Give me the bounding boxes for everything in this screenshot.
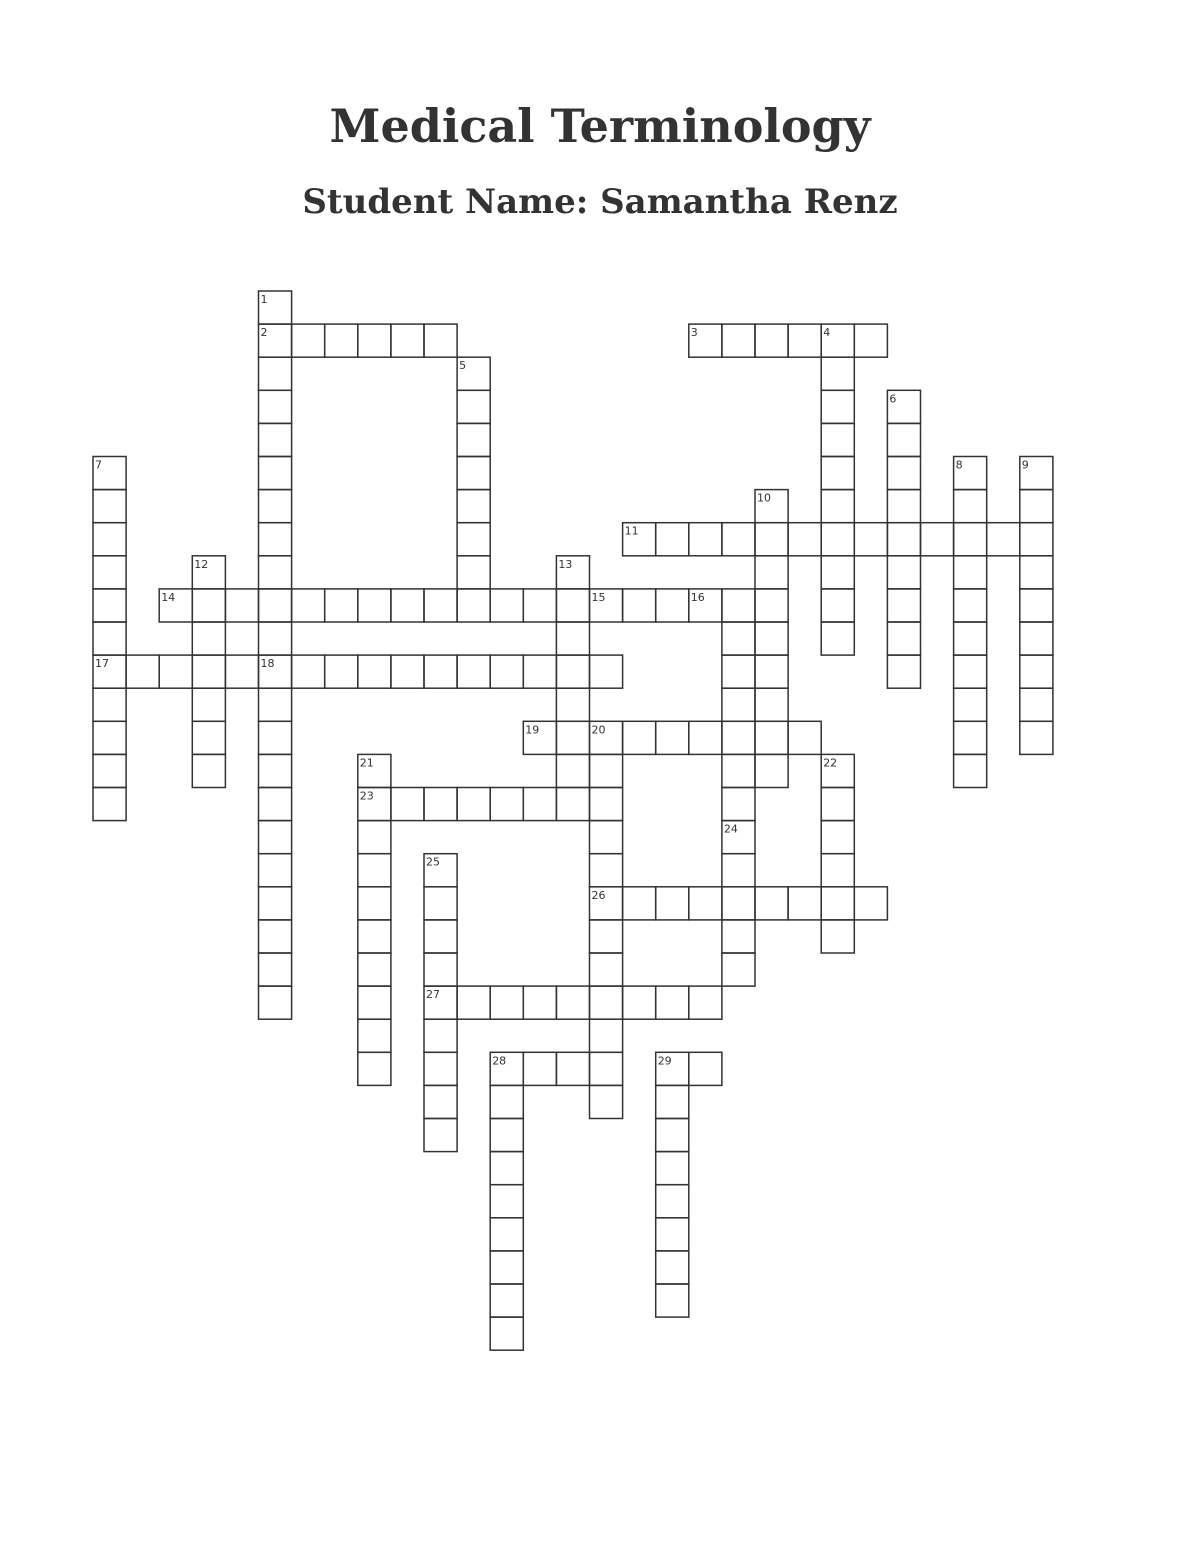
grid-cell[interactable] [755, 523, 788, 556]
grid-cell[interactable] [259, 754, 292, 787]
grid-cell[interactable] [1020, 556, 1053, 589]
grid-cell[interactable] [159, 655, 192, 688]
grid-cell[interactable] [556, 622, 589, 655]
grid-cell[interactable] [457, 423, 490, 456]
grid-cell[interactable] [192, 754, 225, 787]
clue-number: 10 [757, 491, 771, 505]
grid-cell[interactable] [887, 589, 920, 622]
grid-cell[interactable] [590, 1085, 623, 1118]
grid-cell[interactable] [1020, 721, 1053, 754]
grid-cell[interactable] [259, 721, 292, 754]
grid-cell[interactable] [1020, 655, 1053, 688]
grid-cell[interactable] [623, 986, 656, 1019]
grid-cell[interactable] [424, 1085, 457, 1118]
grid-cell[interactable] [623, 721, 656, 754]
grid-cell[interactable] [325, 589, 358, 622]
clue-number: 11 [624, 524, 639, 538]
grid-cell[interactable] [259, 423, 292, 456]
student-name: Student Name: Samantha Renz [302, 182, 898, 222]
grid-cell[interactable] [821, 589, 854, 622]
page-title: Medical Terminology [329, 99, 871, 153]
grid-cell[interactable] [292, 324, 325, 357]
grid-cell[interactable] [755, 721, 788, 754]
grid-cell[interactable] [722, 324, 755, 357]
grid-cell[interactable] [93, 523, 126, 556]
grid-cell[interactable] [259, 920, 292, 953]
grid-cell[interactable] [424, 887, 457, 920]
grid-cell[interactable] [821, 622, 854, 655]
grid-cell[interactable] [987, 523, 1020, 556]
grid-cell[interactable] [821, 920, 854, 953]
clue-number: 22 [823, 756, 838, 770]
grid-cell[interactable] [590, 1019, 623, 1052]
grid-cell[interactable] [93, 622, 126, 655]
grid-cell[interactable] [722, 788, 755, 821]
grid-cell[interactable] [192, 622, 225, 655]
grid-cell[interactable] [590, 655, 623, 688]
grid-cell[interactable] [821, 821, 854, 854]
grid-cell[interactable] [523, 1052, 556, 1085]
grid-cell[interactable] [722, 655, 755, 688]
grid-cell[interactable] [788, 523, 821, 556]
grid-cell[interactable] [1020, 622, 1053, 655]
clue-number: 16 [690, 590, 705, 604]
grid-cell[interactable] [722, 920, 755, 953]
grid-cell[interactable] [887, 556, 920, 589]
clue-number: 5 [459, 359, 467, 373]
grid-cell[interactable] [954, 589, 987, 622]
grid-cell[interactable] [689, 523, 722, 556]
grid-cell[interactable] [821, 788, 854, 821]
clue-number: 4 [823, 326, 831, 340]
clue-number: 18 [260, 657, 275, 671]
grid-cell[interactable] [358, 920, 391, 953]
grid-cell[interactable] [656, 1152, 689, 1185]
grid-cell[interactable] [590, 821, 623, 854]
clue-number: 2 [260, 326, 268, 340]
grid-cell[interactable] [590, 953, 623, 986]
grid-cell[interactable] [523, 589, 556, 622]
clue-number: 29 [657, 1054, 672, 1068]
grid-cell[interactable] [556, 589, 589, 622]
grid-cell[interactable] [93, 688, 126, 721]
grid-cell[interactable] [192, 721, 225, 754]
grid-cell[interactable] [93, 556, 126, 589]
grid-cell[interactable] [93, 490, 126, 523]
grid-cell[interactable] [358, 953, 391, 986]
grid-cell[interactable] [722, 523, 755, 556]
grid-cell[interactable] [556, 1052, 589, 1085]
grid-cell[interactable] [556, 721, 589, 754]
grid-cell[interactable] [358, 589, 391, 622]
grid-cell[interactable] [722, 721, 755, 754]
grid-cell[interactable] [722, 688, 755, 721]
grid-cell[interactable] [954, 490, 987, 523]
grid-cell[interactable] [259, 490, 292, 523]
grid-cell[interactable] [457, 457, 490, 490]
grid-cell[interactable] [225, 655, 258, 688]
grid-cell[interactable] [788, 324, 821, 357]
grid-cell[interactable] [722, 887, 755, 920]
grid-cell[interactable] [788, 721, 821, 754]
grid-cell[interactable] [424, 1052, 457, 1085]
grid-cell[interactable] [259, 457, 292, 490]
grid-cell[interactable] [259, 357, 292, 390]
grid-cell[interactable] [358, 324, 391, 357]
clue-number: 15 [591, 590, 606, 604]
grid-cell[interactable] [358, 854, 391, 887]
grid-cell[interactable] [1020, 688, 1053, 721]
grid-cell[interactable] [656, 721, 689, 754]
grid-cell[interactable] [424, 953, 457, 986]
grid-cell[interactable] [954, 688, 987, 721]
grid-cell[interactable] [656, 1085, 689, 1118]
grid-cell[interactable] [689, 986, 722, 1019]
grid-cell[interactable] [722, 754, 755, 787]
grid-cell[interactable] [457, 556, 490, 589]
grid-cell[interactable] [225, 589, 258, 622]
grid-cell[interactable] [755, 622, 788, 655]
grid-cell[interactable] [556, 986, 589, 1019]
grid-cell[interactable] [887, 490, 920, 523]
grid-cell[interactable] [590, 754, 623, 787]
grid-cell[interactable] [722, 622, 755, 655]
grid-cell[interactable] [821, 854, 854, 887]
grid-cell[interactable] [358, 887, 391, 920]
grid-cell[interactable] [1020, 589, 1053, 622]
grid-cell[interactable] [490, 1251, 523, 1284]
grid-cell[interactable] [391, 655, 424, 688]
clue-number: 25 [426, 855, 440, 869]
grid-cell[interactable] [358, 1019, 391, 1052]
grid-cell[interactable] [656, 1284, 689, 1317]
grid-cell[interactable] [259, 688, 292, 721]
grid-cell[interactable] [457, 523, 490, 556]
grid-cell[interactable] [391, 324, 424, 357]
clue-number: 8 [955, 458, 963, 472]
grid-cell[interactable] [722, 854, 755, 887]
clue-number: 28 [492, 1054, 507, 1068]
grid-cell[interactable] [490, 1185, 523, 1218]
grid-cell[interactable] [689, 721, 722, 754]
grid-cell[interactable] [490, 1284, 523, 1317]
grid-cell[interactable] [192, 655, 225, 688]
clue-number: 19 [525, 723, 540, 737]
grid-cell[interactable] [788, 887, 821, 920]
grid-cell[interactable] [490, 655, 523, 688]
grid-cell[interactable] [821, 523, 854, 556]
grid-cell[interactable] [722, 953, 755, 986]
grid-cell[interactable] [887, 523, 920, 556]
grid-cell[interactable] [424, 1119, 457, 1152]
grid-cell[interactable] [590, 854, 623, 887]
grid-cell[interactable] [457, 788, 490, 821]
grid-cell[interactable] [656, 523, 689, 556]
grid-cell[interactable] [325, 655, 358, 688]
grid-cell[interactable] [490, 1152, 523, 1185]
grid-cell[interactable] [424, 788, 457, 821]
grid-cell[interactable] [259, 589, 292, 622]
grid-cell[interactable] [358, 655, 391, 688]
grid-cell[interactable] [192, 589, 225, 622]
clue-number: 20 [591, 723, 606, 737]
grid-cell[interactable] [424, 324, 457, 357]
clue-number: 17 [95, 657, 109, 671]
clue-number: 6 [889, 392, 897, 406]
grid-cell[interactable] [656, 887, 689, 920]
grid-cell[interactable] [656, 1185, 689, 1218]
grid-cell[interactable] [490, 589, 523, 622]
grid-cell[interactable] [821, 390, 854, 423]
clue-number: 26 [591, 888, 606, 902]
grid-cell[interactable] [292, 655, 325, 688]
grid-cell[interactable] [556, 688, 589, 721]
grid-cell[interactable] [259, 821, 292, 854]
grid-cell[interactable] [490, 788, 523, 821]
grid-cell[interactable] [93, 721, 126, 754]
grid-cell[interactable] [523, 788, 556, 821]
clue-number: 9 [1021, 458, 1029, 472]
grid-cell[interactable] [93, 788, 126, 821]
grid-cell[interactable] [490, 1119, 523, 1152]
grid-cell[interactable] [854, 324, 887, 357]
grid-cell[interactable] [259, 390, 292, 423]
grid-cell[interactable] [854, 523, 887, 556]
grid-cell[interactable] [623, 589, 656, 622]
grid-cell[interactable] [821, 887, 854, 920]
grid-cell[interactable] [457, 986, 490, 1019]
grid-cell[interactable] [821, 490, 854, 523]
grid-cell[interactable] [556, 754, 589, 787]
grid-cell[interactable] [259, 887, 292, 920]
grid-cell[interactable] [590, 1052, 623, 1085]
grid-cell[interactable] [358, 986, 391, 1019]
grid-cell[interactable] [954, 754, 987, 787]
grid-cell[interactable] [954, 622, 987, 655]
grid-cell[interactable] [424, 589, 457, 622]
grid-cell[interactable] [755, 688, 788, 721]
grid-cell[interactable] [921, 523, 954, 556]
grid-cell[interactable] [93, 754, 126, 787]
clue-number: 23 [359, 789, 374, 803]
grid-cell[interactable] [954, 556, 987, 589]
grid-cell[interactable] [93, 589, 126, 622]
grid-cell[interactable] [192, 688, 225, 721]
grid-cell[interactable] [722, 589, 755, 622]
grid-cell[interactable] [954, 721, 987, 754]
clue-number: 12 [194, 557, 209, 571]
grid-cell[interactable] [556, 655, 589, 688]
grid-cell[interactable] [292, 589, 325, 622]
grid-cell[interactable] [656, 1218, 689, 1251]
grid-cell[interactable] [126, 655, 159, 688]
clue-number: 1 [260, 293, 268, 306]
grid-cell[interactable] [523, 655, 556, 688]
grid-cell[interactable] [259, 622, 292, 655]
grid-cell[interactable] [821, 423, 854, 456]
grid-cell[interactable] [689, 1052, 722, 1085]
grid-cell[interactable] [656, 1251, 689, 1284]
grid-cell[interactable] [590, 788, 623, 821]
clue-number: 21 [359, 756, 374, 770]
grid-cell[interactable] [590, 920, 623, 953]
grid-cell[interactable] [259, 854, 292, 887]
grid-cell[interactable] [854, 887, 887, 920]
grid-cell[interactable] [457, 655, 490, 688]
grid-cell[interactable] [755, 655, 788, 688]
grid-cell[interactable] [954, 655, 987, 688]
clue-number: 7 [95, 458, 102, 472]
grid-cell[interactable] [755, 556, 788, 589]
grid-cell[interactable] [755, 754, 788, 787]
grid-cell[interactable] [490, 1218, 523, 1251]
grid-cell[interactable] [424, 1019, 457, 1052]
grid-cell[interactable] [821, 357, 854, 390]
grid-cell[interactable] [1020, 523, 1053, 556]
grid-cell[interactable] [259, 788, 292, 821]
grid-cell[interactable] [490, 1085, 523, 1118]
grid-cell[interactable] [821, 457, 854, 490]
grid-cell[interactable] [523, 986, 556, 1019]
grid-cell[interactable] [358, 1052, 391, 1085]
grid-cell[interactable] [358, 821, 391, 854]
grid-cell[interactable] [656, 589, 689, 622]
grid-cell[interactable] [457, 490, 490, 523]
grid-cell[interactable] [689, 887, 722, 920]
grid-cell[interactable] [887, 423, 920, 456]
grid-cell[interactable] [887, 622, 920, 655]
grid-cell[interactable] [887, 655, 920, 688]
clue-number: 24 [723, 822, 738, 836]
clue-number: 3 [690, 326, 698, 340]
clue-number: 13 [558, 557, 573, 571]
grid-cell[interactable] [1020, 490, 1053, 523]
grid-cell[interactable] [424, 655, 457, 688]
grid-cell[interactable] [556, 788, 589, 821]
grid-cell[interactable] [391, 788, 424, 821]
grid-cell[interactable] [490, 1317, 523, 1350]
grid-cell[interactable] [755, 324, 788, 357]
grid-cell[interactable] [755, 887, 788, 920]
grid-cell[interactable] [656, 986, 689, 1019]
grid-cell[interactable] [391, 589, 424, 622]
grid-cell[interactable] [656, 1119, 689, 1152]
clue-number: 27 [426, 988, 440, 1002]
grid-cell[interactable] [259, 556, 292, 589]
grid-cell[interactable] [887, 457, 920, 490]
grid-cell[interactable] [325, 324, 358, 357]
grid-cell[interactable] [259, 986, 292, 1019]
grid-cell[interactable] [424, 920, 457, 953]
grid-cell[interactable] [590, 986, 623, 1019]
grid-cell[interactable] [954, 523, 987, 556]
grid-cell[interactable] [259, 953, 292, 986]
clue-number: 14 [161, 590, 176, 604]
grid-cell[interactable] [259, 523, 292, 556]
grid-cell[interactable] [490, 986, 523, 1019]
grid-cell[interactable] [457, 589, 490, 622]
grid-cell[interactable] [457, 390, 490, 423]
grid-cell[interactable] [821, 556, 854, 589]
grid-cell[interactable] [623, 887, 656, 920]
grid-cell[interactable] [755, 589, 788, 622]
